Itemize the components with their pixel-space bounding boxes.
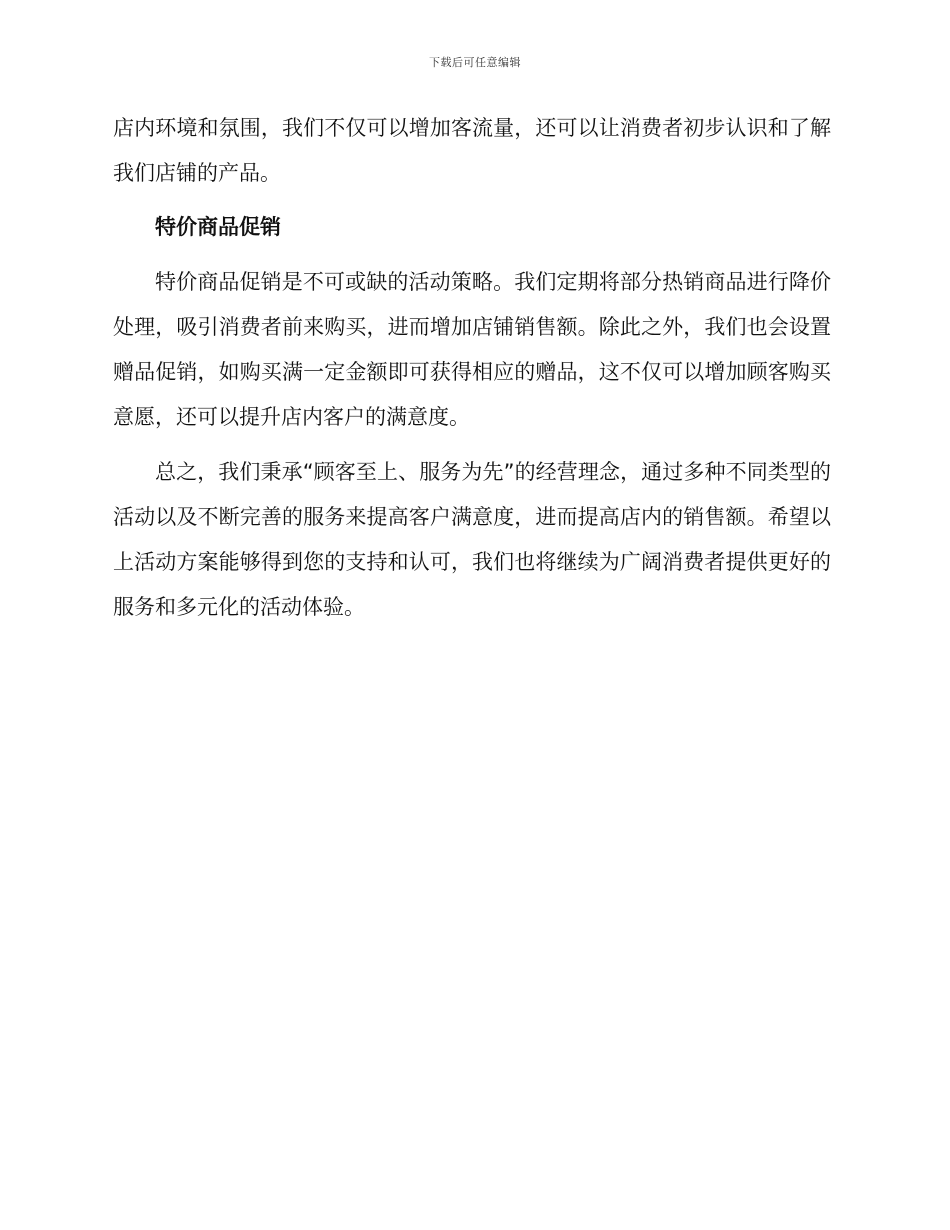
section-heading: 特价商品促销	[155, 215, 281, 239]
conclusion-paragraph: 总之，我们秉承“顾客至上、服务为先”的经营理念，通过多种不同类型的活动以及不断完善的服务来提高客户满意度，进而提高店内的销售额。希望以上活动方案能够得到您的支持和认可，我们也将继续为广阔消费者提供更好的服务和多元化的活动体验。	[113, 460, 831, 619]
document-body	[113, 106, 831, 640]
page-header: 下载后可任意编辑	[429, 56, 521, 69]
continued-paragraph: 店内环境和氛围，我们不仅可以增加客流量，还可以让消费者初步认识和了解我们店铺的产品。	[113, 116, 831, 185]
promotion-paragraph: 特价商品促销是不可或缺的活动策略。我们定期将部分热销商品进行降价处理，吸引消费者前来购买，进而增加店铺销售额。除此之外，我们也会设置赠品促销，如购买满一定金额即可获得相应的赠品，这不仅可以增加顾客购买意愿，还可以提升店内客户的满意度。	[113, 270, 831, 429]
